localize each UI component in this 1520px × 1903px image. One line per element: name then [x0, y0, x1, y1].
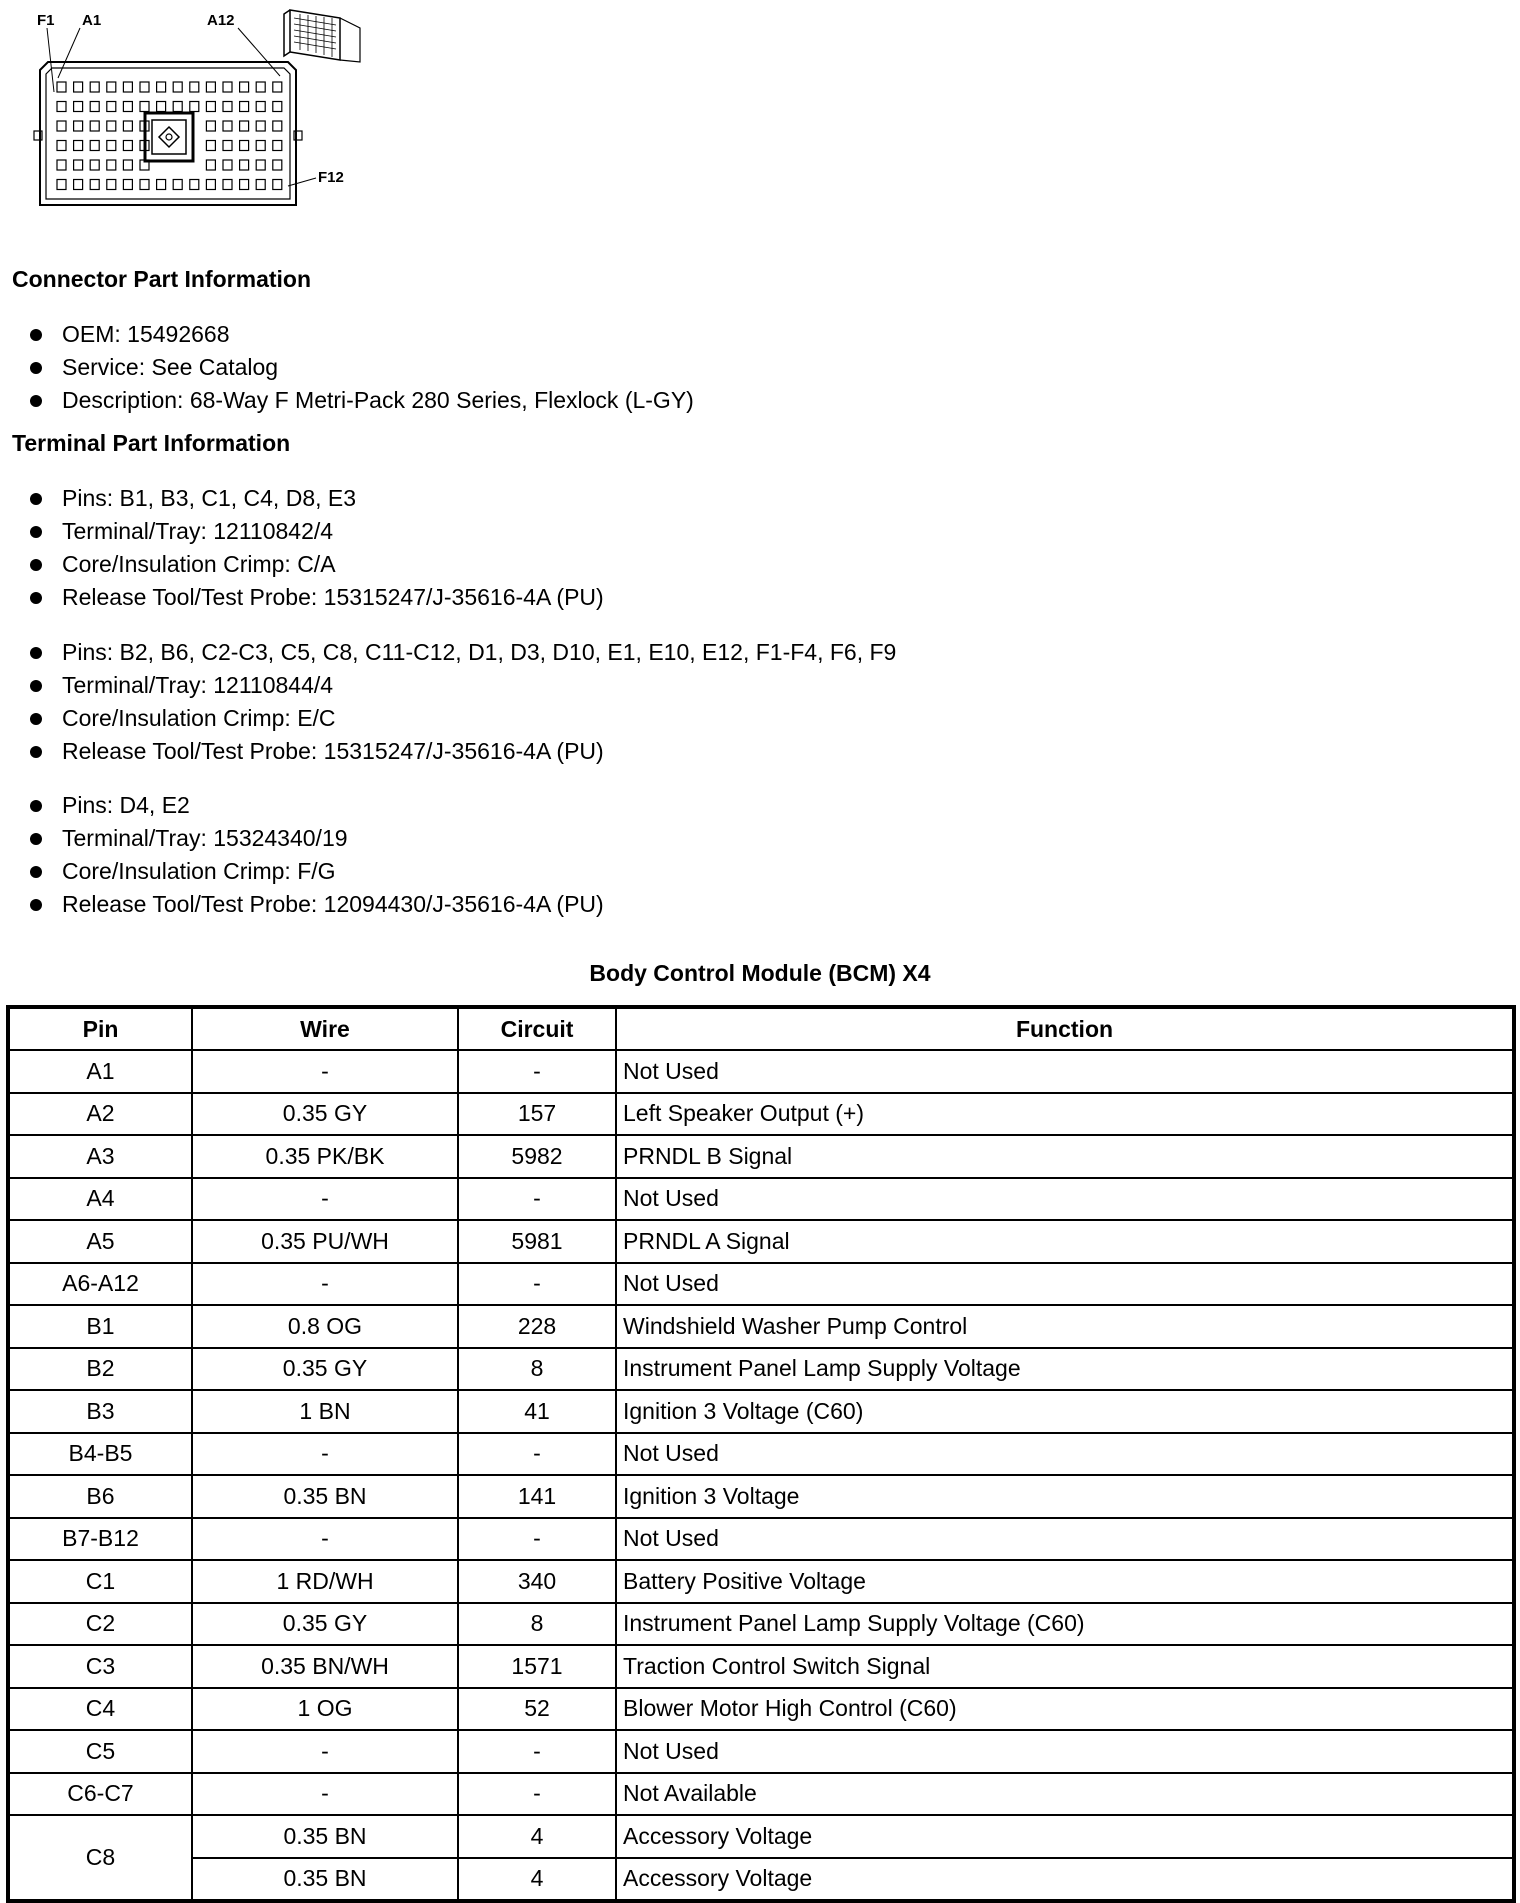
pin-cavity — [107, 121, 116, 131]
pin-cavity — [206, 121, 215, 131]
cell-function: Battery Positive Voltage — [616, 1560, 1514, 1603]
pin-cavity — [240, 82, 249, 92]
cell-pin: C1 — [8, 1560, 192, 1603]
pin-cavity — [223, 121, 232, 131]
list-item: Core/Insulation Crimp: F/G — [30, 855, 604, 888]
cell-wire: 0.35 PK/BK — [192, 1135, 458, 1178]
connector-info-list — [30, 318, 694, 417]
cell-circuit: 141 — [458, 1475, 616, 1518]
cell-pin: C2 — [8, 1603, 192, 1646]
label-f12: F12 — [318, 169, 344, 186]
pin-cavity — [256, 82, 265, 92]
cell-pin: B3 — [8, 1390, 192, 1433]
cell-pin: A4 — [8, 1178, 192, 1221]
cell-pin: B4-B5 — [8, 1433, 192, 1476]
cell-function: Not Available — [616, 1773, 1514, 1816]
cell-pin: C5 — [8, 1730, 192, 1773]
cell-function: Not Used — [616, 1178, 1514, 1221]
cell-wire: 0.35 PU/WH — [192, 1220, 458, 1263]
cell-function: Not Used — [616, 1433, 1514, 1476]
table-row — [8, 1773, 1514, 1816]
list-item: Pins: B1, B3, C1, C4, D8, E3 — [30, 482, 604, 515]
cell-function: Not Used — [616, 1518, 1514, 1561]
table-title: Body Control Module (BCM) X4 — [589, 960, 931, 986]
cell-pin: C8 — [8, 1815, 192, 1901]
list-item: Core/Insulation Crimp: C/A — [30, 548, 604, 581]
pin-cavity — [240, 102, 249, 112]
pin-cavity — [173, 102, 182, 112]
cell-pin: B1 — [8, 1305, 192, 1348]
table-row — [8, 1518, 1514, 1561]
table-row — [8, 1560, 1514, 1603]
pin-cavity — [173, 180, 182, 190]
pin-cavity — [273, 141, 282, 151]
cell-circuit: 52 — [458, 1688, 616, 1731]
cell-circuit: - — [458, 1433, 616, 1476]
cell-circuit: 5981 — [458, 1220, 616, 1263]
terminal-group-2 — [30, 636, 896, 768]
pin-cavity — [206, 82, 215, 92]
cell-function: Windshield Washer Pump Control — [616, 1305, 1514, 1348]
bullet-icon — [30, 493, 42, 505]
terminal-info-heading: Terminal Part Information — [12, 430, 291, 456]
header-circuit: Circuit — [458, 1007, 616, 1050]
list-item: Terminal/Tray: 12110844/4 — [30, 669, 896, 702]
cell-function: Accessory Voltage — [616, 1815, 1514, 1858]
cell-circuit: 4 — [458, 1858, 616, 1902]
pin-cavity — [123, 102, 132, 112]
pin-cavity — [240, 160, 249, 170]
pin-cavity — [123, 82, 132, 92]
cell-pin: B2 — [8, 1348, 192, 1391]
pin-cavity — [90, 160, 99, 170]
pin-cavity — [223, 180, 232, 190]
header-function: Function — [616, 1007, 1514, 1050]
terminal-group-3 — [30, 789, 604, 921]
pin-cavity — [140, 82, 149, 92]
pin-cavity — [57, 82, 66, 92]
cell-pin: C3 — [8, 1645, 192, 1688]
cell-pin: A1 — [8, 1050, 192, 1093]
cell-circuit: - — [458, 1263, 616, 1306]
cell-circuit: 4 — [458, 1815, 616, 1858]
pin-cavity — [140, 102, 149, 112]
pin-cavity — [273, 82, 282, 92]
bullet-icon — [30, 680, 42, 692]
table-row — [8, 1730, 1514, 1773]
table-row — [8, 1050, 1514, 1093]
connector-face-icon — [34, 62, 302, 205]
pin-cavity — [273, 180, 282, 190]
pin-cavity — [223, 141, 232, 151]
list-item: Terminal/Tray: 12110842/4 — [30, 515, 604, 548]
pin-cavity — [256, 180, 265, 190]
cell-wire: 0.35 GY — [192, 1093, 458, 1136]
pin-cavity — [57, 180, 66, 190]
bullet-icon — [30, 866, 42, 878]
cell-function: Left Speaker Output (+) — [616, 1093, 1514, 1136]
table-row — [8, 1603, 1514, 1646]
cell-function: Blower Motor High Control (C60) — [616, 1688, 1514, 1731]
cell-function: Not Used — [616, 1730, 1514, 1773]
cell-wire: - — [192, 1433, 458, 1476]
pin-cavity — [173, 82, 182, 92]
pin-cavity — [57, 121, 66, 131]
bullet-icon — [30, 592, 42, 604]
pin-cavity — [256, 160, 265, 170]
table-row — [8, 1475, 1514, 1518]
pin-cavity — [107, 141, 116, 151]
list-item: Description: 68-Way F Metri-Pack 280 Series, Flexlock (L-GY) — [30, 384, 694, 417]
pin-cavity — [240, 141, 249, 151]
cell-wire: 0.35 BN — [192, 1815, 458, 1858]
pin-cavity — [123, 180, 132, 190]
pin-cavity — [206, 180, 215, 190]
pin-cavity — [240, 180, 249, 190]
table-row — [8, 1348, 1514, 1391]
pin-cavity — [90, 82, 99, 92]
pin-cavity — [123, 121, 132, 131]
pin-cavity — [123, 141, 132, 151]
cell-wire: 1 OG — [192, 1688, 458, 1731]
pin-cavity — [74, 160, 83, 170]
cell-wire: 1 BN — [192, 1390, 458, 1433]
cell-pin: A6-A12 — [8, 1263, 192, 1306]
pin-cavity — [123, 160, 132, 170]
cell-wire: - — [192, 1050, 458, 1093]
bullet-icon — [30, 395, 42, 407]
pin-cavity — [90, 180, 99, 190]
table-row — [8, 1645, 1514, 1688]
list-item: OEM: 15492668 — [30, 318, 694, 351]
header-pin: Pin — [8, 1007, 192, 1050]
connector-info-heading: Connector Part Information — [12, 266, 312, 292]
cell-wire: 0.35 BN — [192, 1475, 458, 1518]
cell-circuit: 8 — [458, 1603, 616, 1646]
cell-wire: 0.35 GY — [192, 1348, 458, 1391]
bullet-icon — [30, 746, 42, 758]
pin-cavity — [256, 141, 265, 151]
pin-cavity — [74, 102, 83, 112]
cell-circuit: - — [458, 1730, 616, 1773]
table-row — [8, 1390, 1514, 1433]
table-row — [8, 1815, 1514, 1858]
bullet-icon — [30, 833, 42, 845]
pin-cavity — [157, 102, 166, 112]
bullet-icon — [30, 362, 42, 374]
pin-cavity — [273, 160, 282, 170]
pin-cavity — [74, 180, 83, 190]
cell-function: Ignition 3 Voltage — [616, 1475, 1514, 1518]
list-item: Release Tool/Test Probe: 15315247/J-35616-4A (PU) — [30, 735, 896, 768]
cell-circuit: - — [458, 1050, 616, 1093]
pin-cavity — [256, 121, 265, 131]
list-item: Release Tool/Test Probe: 12094430/J-35616-4A (PU) — [30, 888, 604, 921]
connector-3d-icon — [284, 10, 360, 62]
cell-pin: A3 — [8, 1135, 192, 1178]
cell-wire: - — [192, 1518, 458, 1561]
pin-cavity — [223, 160, 232, 170]
pin-cavity — [140, 180, 149, 190]
cell-function: PRNDL A Signal — [616, 1220, 1514, 1263]
pin-cavity — [223, 102, 232, 112]
cell-wire: 0.35 GY — [192, 1603, 458, 1646]
table-row — [8, 1858, 1514, 1902]
pin-cavity — [157, 180, 166, 190]
pin-cavity — [190, 82, 199, 92]
pin-cavity — [107, 102, 116, 112]
table-row — [8, 1305, 1514, 1348]
bullet-icon — [30, 899, 42, 911]
cell-function: Instrument Panel Lamp Supply Voltage (C60) — [616, 1603, 1514, 1646]
cell-circuit: - — [458, 1178, 616, 1221]
cell-pin: A2 — [8, 1093, 192, 1136]
pin-cavity — [57, 160, 66, 170]
cell-circuit: 1571 — [458, 1645, 616, 1688]
cell-pin: B7-B12 — [8, 1518, 192, 1561]
cell-circuit: 41 — [458, 1390, 616, 1433]
cell-pin: C6-C7 — [8, 1773, 192, 1816]
table-header-row — [8, 1007, 1514, 1050]
table-row — [8, 1220, 1514, 1263]
pin-cavity — [57, 102, 66, 112]
cell-wire: 0.35 BN/WH — [192, 1645, 458, 1688]
cell-pin: C4 — [8, 1688, 192, 1731]
table-row — [8, 1433, 1514, 1476]
connector-diagram — [0, 0, 380, 215]
cell-circuit: - — [458, 1773, 616, 1816]
pin-cavity — [107, 160, 116, 170]
table-row — [8, 1093, 1514, 1136]
pin-cavity — [273, 121, 282, 131]
label-a12: A12 — [207, 12, 235, 29]
cell-wire: - — [192, 1178, 458, 1221]
pin-cavity — [256, 102, 265, 112]
pin-cavity — [57, 141, 66, 151]
pin-cavity — [74, 82, 83, 92]
cell-circuit: - — [458, 1518, 616, 1561]
cell-wire: 0.8 OG — [192, 1305, 458, 1348]
pin-table — [6, 1005, 1516, 1903]
table-body — [8, 1050, 1514, 1901]
pin-cavity — [90, 121, 99, 131]
bullet-icon — [30, 559, 42, 571]
pin-cavity — [74, 121, 83, 131]
pin-cavity — [157, 82, 166, 92]
cell-pin: B6 — [8, 1475, 192, 1518]
pin-cavity — [190, 102, 199, 112]
list-item: Service: See Catalog — [30, 351, 694, 384]
table-row — [8, 1178, 1514, 1221]
table-row — [8, 1135, 1514, 1178]
cell-function: Ignition 3 Voltage (C60) — [616, 1390, 1514, 1433]
pin-cavity — [206, 102, 215, 112]
pin-cavity — [206, 160, 215, 170]
cell-function: PRNDL B Signal — [616, 1135, 1514, 1178]
bullet-icon — [30, 329, 42, 341]
cell-function: Not Used — [616, 1263, 1514, 1306]
list-item: Terminal/Tray: 15324340/19 — [30, 822, 604, 855]
cell-wire: - — [192, 1730, 458, 1773]
pin-cavity — [206, 141, 215, 151]
cell-function: Traction Control Switch Signal — [616, 1645, 1514, 1688]
cell-pin: A5 — [8, 1220, 192, 1263]
cell-function: Instrument Panel Lamp Supply Voltage — [616, 1348, 1514, 1391]
cell-wire: - — [192, 1263, 458, 1306]
terminal-group-1 — [30, 482, 604, 614]
label-a1: A1 — [82, 12, 102, 29]
header-wire: Wire — [192, 1007, 458, 1050]
cell-circuit: 228 — [458, 1305, 616, 1348]
pin-cavity — [240, 121, 249, 131]
cell-function: Accessory Voltage — [616, 1858, 1514, 1902]
list-item: Pins: B2, B6, C2-C3, C5, C8, C11-C12, D1, D3, D10, E1, E10, E12, F1-F4, F6, F9 — [30, 636, 896, 669]
cell-circuit: 8 — [458, 1348, 616, 1391]
cell-circuit: 5982 — [458, 1135, 616, 1178]
bullet-icon — [30, 526, 42, 538]
bullet-icon — [30, 800, 42, 812]
bullet-icon — [30, 647, 42, 659]
list-item: Core/Insulation Crimp: E/C — [30, 702, 896, 735]
bullet-icon — [30, 713, 42, 725]
list-item: Pins: D4, E2 — [30, 789, 604, 822]
cell-wire: - — [192, 1773, 458, 1816]
pin-cavity — [107, 180, 116, 190]
cell-function: Not Used — [616, 1050, 1514, 1093]
cell-wire: 1 RD/WH — [192, 1560, 458, 1603]
cell-circuit: 340 — [458, 1560, 616, 1603]
cell-wire: 0.35 BN — [192, 1858, 458, 1902]
pin-cavity — [107, 82, 116, 92]
label-f1: F1 — [37, 12, 55, 29]
pin-cavity — [273, 102, 282, 112]
cell-circuit: 157 — [458, 1093, 616, 1136]
list-item: Release Tool/Test Probe: 15315247/J-35616-4A (PU) — [30, 581, 604, 614]
pin-cavity — [90, 102, 99, 112]
table-row — [8, 1688, 1514, 1731]
pin-cavity — [74, 141, 83, 151]
table-row — [8, 1263, 1514, 1306]
pin-cavity — [190, 180, 199, 190]
pin-cavity — [90, 141, 99, 151]
pin-cavity — [223, 82, 232, 92]
